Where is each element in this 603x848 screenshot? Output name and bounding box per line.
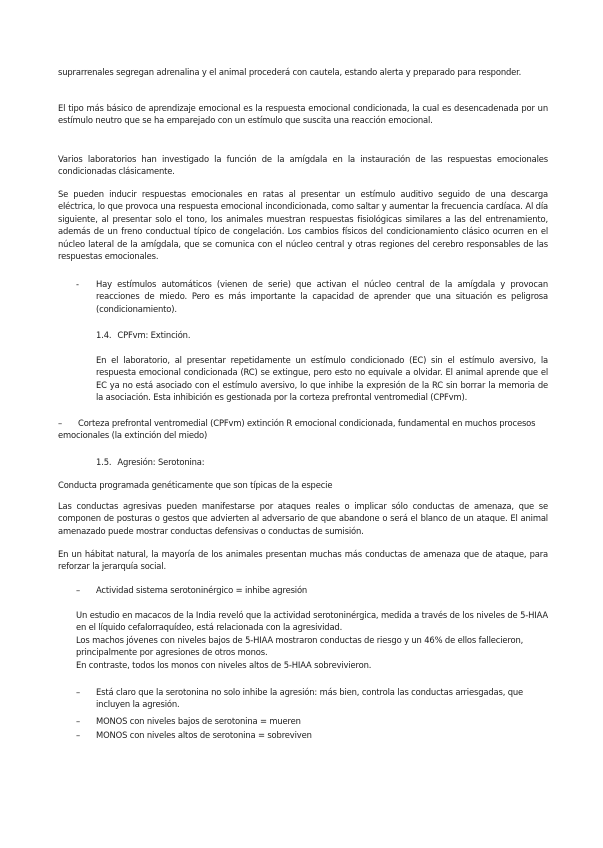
bullet-text: MONOS con niveles altos de serotonina = sobreviven	[96, 730, 312, 740]
section-title: Agresión: Serotonina:	[117, 457, 205, 467]
section-title: CPFvm: Extinción.	[117, 330, 191, 340]
paragraph-respuesta-emocional-condicionada: El tipo más básico de aprendizaje emocional es la respuesta emocional condicionada, la cual es desencadenada por un estímulo neutro que se ha emparejado con un estímulo que suscita una reacción emocional.	[58, 103, 548, 126]
bullet-dash: –	[76, 716, 81, 726]
bullet-dash: –	[76, 730, 81, 740]
bullet-text: Hay estímulos automáticos (vienen de serie) que activan el núcleo central de la amígdala y provocan reacciones de miedo. Pero es más importante la capacidad de aprender que una situación es peligrosa (condicionamiento).	[96, 279, 548, 314]
bullet-dash: –	[58, 418, 63, 428]
section-number: 1.4.	[96, 330, 112, 340]
bullet-text: MONOS con niveles bajos de serotonina = mueren	[96, 716, 301, 726]
bullet-text: Corteza prefrontal ventromedial (CPFvm) extinción R emocional condicionada, fundamental en muchos procesos emocionales (la extinción del miedo)	[58, 418, 536, 441]
paragraph-laboratorios-amigdala: Varios laboratorios han investigado la función de la amígdala en la instauración de las respuestas emocionales condicionadas clásicamente.	[58, 154, 548, 177]
paragraph-ratas-condicionamiento: Se pueden inducir respuestas emocionales en ratas al presentar un estímulo auditivo seguido de una descarga eléctrica, lo que provoca una respuesta emocional incondicionada, como saltar y aumentar la frecuencia cardíaca. Al día siguiente, al presentar solo el tono, los animales muestran respuestas fisiológicas similares a las del entrenamiento, además de un freno conductual típico de congelación. Los cambios físicos del condicionamiento clásico ocurren en el núcleo lateral de la amígdala, que se comunica con el núcleo central y otras regiones del cerebro responsables de las respuestas emocionales.	[58, 189, 548, 262]
paragraph-conductas-agresivas: Las conductas agresivas pueden manifestarse por ataques reales o implicar sólo conductas de amenaza, que se componen de posturas o gestos que advierten al adversario de que abandone o será el blanco de un ataque. El animal amenazado puede mostrar conductas defensivas o conductas de sumisión.	[58, 501, 548, 536]
bullet-text: Actividad sistema serotoninérgico = inhibe agresión	[96, 585, 308, 595]
study-line-machos-jovenes: Los machos jóvenes con niveles bajos de 5-HIAA mostraron conductas de riesgo y un 46% de ellos fallecieron, principalmente por agresiones de otros monos.	[76, 635, 524, 658]
paragraph-conducta-programada: Conducta programada genéticamente que son típicas de la especie	[58, 480, 333, 490]
bullet-dash: –	[76, 687, 81, 697]
study-line-contraste: En contraste, todos los monos con niveles altos de 5-HIAA sobrevivieron.	[76, 660, 372, 670]
paragraph-habitat-natural: En un hábitat natural, la mayoría de los animales presentan muchas más conductas de amenaza que de ataque, para reforzar la jerarquía social.	[58, 549, 548, 572]
bullet-dash: –	[76, 585, 81, 595]
bullet-text: Está claro que la serotonina no solo inhibe la agresión: más bien, controla las conductas arriesgadas, que incluyen la agresión.	[96, 687, 524, 710]
bullet-dash: -	[76, 279, 79, 289]
section-heading-agresion	[96, 456, 204, 468]
paragraph-adrenalina: suprarrenales segregan adrenalina y el animal procederá con cautela, estando alerta y preparado para responder.	[58, 67, 522, 77]
study-line-macacos: Un estudio en macacos de la India reveló que la actividad serotoninérgica, medida a través de los niveles de 5-HIAA en el líquido cefalorraquídeo, está relacionada con la agresividad.	[76, 610, 548, 633]
section-number: 1.5.	[96, 457, 112, 467]
paragraph-extincion-laboratorio: En el laboratorio, al presentar repetidamente un estímulo condicionado (EC) sin el estímulo aversivo, la respuesta emocional condicionada (RC) se extingue, pero esto no equivale a olvidar. El animal aprende que el EC ya no está asociado con el estímulo aversivo, lo que inhibe la expresión de la RC sin borrar la memoria de la asociación. Esta inhibición es gestionada por la corteza prefrontal ventromedial (CPFvm).	[96, 355, 548, 403]
section-heading-extincion	[96, 329, 190, 341]
